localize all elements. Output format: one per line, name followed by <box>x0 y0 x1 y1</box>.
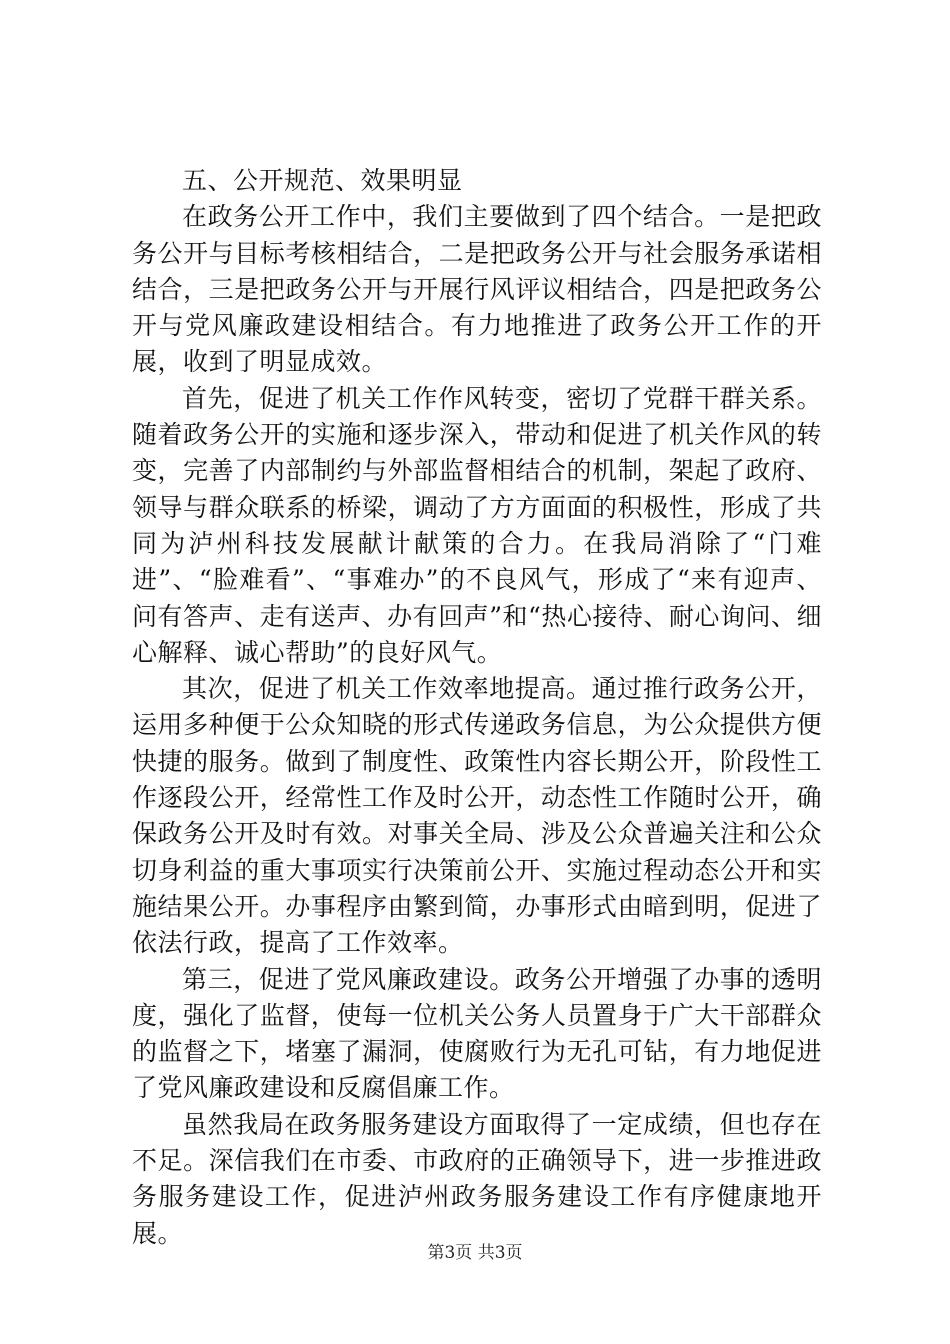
document-body <box>132 163 822 1252</box>
paragraph-5: 虽然我局在政务服务建设方面取得了一定成绩，但也存在不足。深信我们在市委、市政府的正确领导下，进一步推进政务服务建设工作，促进泸州政务服务建设工作有序健康地开展。 <box>132 1109 822 1248</box>
page-number-footer: 第3页 共3页 <box>427 1243 523 1263</box>
paragraph-1: 在政务公开工作中，我们主要做到了四个结合。一是把政务公开与目标考核相结合，二是把政务公开与社会服务承诺相结合，三是把政务公开与开展行风评议相结合，四是把政务公开与党风廉政建设相结合。有力地推进了政务公开工作的开展，收到了明显成效。 <box>132 202 822 377</box>
paragraph-2: 首先，促进了机关工作作风转变，密切了党群干群关系。随着政务公开的实施和逐步深入，带动和促进了机关作风的转变，完善了内部制约与外部监督相结合的机制，架起了政府、领导与群众联系的桥梁，调动了方方面面的积极性，形成了共同为泸州科技发展献计献策的合力。在我局消除了“门难进”、“脸难看”、“事难办”的不良风气，形成了“来有迎声、问有答声、走有送声、办有回声”和“热心接待、耐心询问、细心解释、诚心帮助”的良好风气。 <box>132 383 822 667</box>
paragraph-3: 其次，促进了机关工作效率地提高。通过推行政务公开，运用多种便于公众知晓的形式传递政务信息，为公众提供方便快捷的服务。做到了制度性、政策性内容长期公开，阶段性工作逐段公开，经常性工作及时公开，动态性工作随时公开，确保政务公开及时有效。对事关全局、涉及公众普遍关注和公众切身利益的重大事项实行决策前公开、实施过程动态公开和实施结果公开。办事程序由繁到简，办事形式由暗到明，促进了依法行政，提高了工作效率。 <box>132 674 822 958</box>
section-heading: 五、公开规范、效果明显 <box>182 166 463 195</box>
paragraph-4: 第三，促进了党风廉政建设。政务公开增强了办事的透明度，强化了监督，使每一位机关公务人员置身于广大干部群众的监督之下，堵塞了漏洞，使腐败行为无孔可钻，有力地促进了党风廉政建设和反腐倡廉工作。 <box>132 964 822 1103</box>
